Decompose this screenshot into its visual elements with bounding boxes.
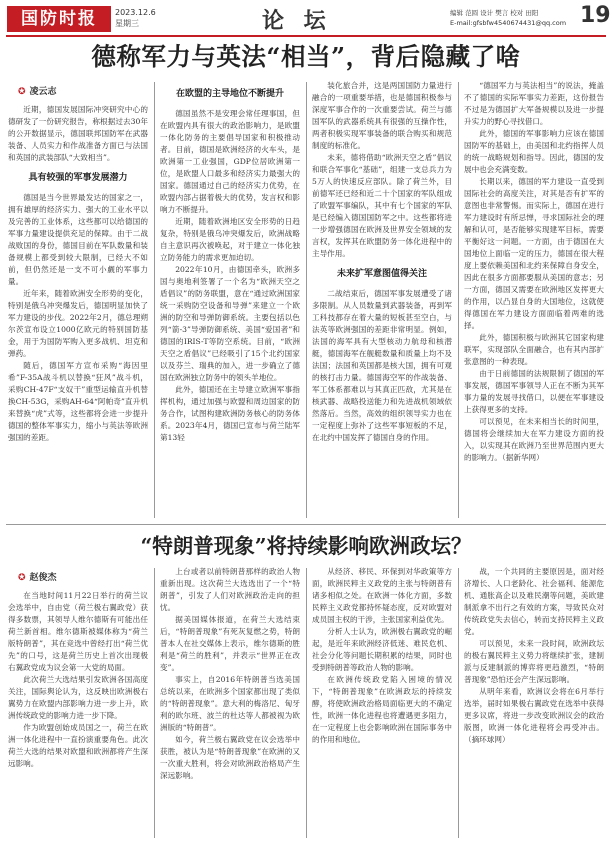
paragraph: “德国军力与英法相当”的说法，掩盖不了德国的实际军事实力差距，这份报告不过是为德国扩大军备规模以及进一步提升实力的野心寻找借口。 (464, 81, 604, 126)
paragraph: 战，一个共同的主要原因是，面对经济增长、人口老龄化、社会福利、能源危机、通胀高企以及难民潮等问题，美欧建制派拿不出行之有效的方案，导致民众对传统政党失去信心，转而支持民粹主义政党。 (464, 567, 604, 636)
paragraph: 装化旅合并，这是两国国防力量进行融合的一项重要举措，也是德国积极参与深度军事合作的一次重要尝试。荷兰与德国军队的武器系统具有很强的互操作性，两者积极实现军事装备的联合购买和规范制度的标准化。 (312, 81, 452, 150)
paragraph: 在欧洲传统政党陷入困境的情况下，“特朗普现象”在欧洲政坛的持续发酵，将使欧洲政治格局面临更大的不确定性，欧洲一体化进程也将遭遇更多阻力，在一定程度上也会影响欧洲在国际事务中的作用和地位。 (312, 675, 452, 744)
column-divider (306, 82, 307, 518)
paragraph: 如今，荷兰极右翼政党在议会选举中获胜，被认为是“特朗普现象”在欧洲的又一次重大胜利，将会对欧洲政治格局产生深远影响。 (160, 735, 300, 780)
paragraph: 此次荷兰大选结果引发欧洲各国高度关注，国际舆论认为，这反映出欧洲极右翼势力在欧盟内部影响力进一步上升，欧洲传统政党的影响力进一步下降。 (8, 675, 148, 720)
page-header (0, 0, 612, 36)
section-title: 论 坛 (262, 8, 332, 34)
editor-info (450, 8, 566, 28)
masthead-logo: 国防时报 (7, 6, 111, 32)
article1-title: 德称军力与英法“相当”，背后隐藏了啥 (91, 42, 521, 71)
paragraph: 分析人士认为，欧洲极右翼政党的崛起，是近年来欧洲经济低迷、难民危机、社会分化等问题长期积累的结果，同时也受到特朗普等政治人物的影响。 (312, 627, 452, 672)
article2-column-1 (8, 566, 148, 840)
article2-title: “特朗普现象”将持续影响欧洲政坛？ (140, 534, 472, 558)
article1-byline (18, 86, 148, 98)
subheading: 具有较强的军事发展潜力 (28, 173, 128, 183)
date-text: 2023.12.6 (115, 8, 156, 17)
paragraph: 从经济、移民、环保到对华政策等方面，欧洲民粹主义政党的主张与特朗普有诸多相似之处。在欧洲一体化方面，多数民粹主义政党都持怀疑态度，反对欧盟对成员国主权的干涉，主张国家利益优先。 (312, 567, 452, 624)
paragraph: 此外，德国积极与欧洲其它国家构建联军，实现部队全面融合，也有其内部扩张意图的一种表现。 (464, 333, 604, 366)
paragraph: 德国是当今世界最发达的国家之一，拥有雄厚的经济实力、强大的工业水平以及完善的工业体系，这些都可以给德国的军事力量建设提供充足的保障。由于二战战败国的身份，德国目前在军队数量和装备规模上都受到较大限制，已经大不如前，但仍然还是一支不可小觑的军事力量。 (8, 193, 148, 286)
email-line: E-mail:gfsbfw4540674431@qq.com (450, 19, 567, 27)
author-name: 凌云志 (29, 87, 57, 97)
column-divider (306, 568, 307, 838)
paragraph: 事实上，自2016年特朗普当选美国总统以来，在欧洲多个国家都出现了类似的“特朗普现象”。意大利的梅洛尼、匈牙利的欧尔班、波兰的杜达等人都被视为欧洲版的“特朗普”。 (160, 675, 300, 732)
paragraph: 从明年来看，欧洲议会将在6月举行选举，届时如果极右翼政党在选举中获得更多议席，将进一步改变欧洲议会的政治版图，欧洲一体化进程将会再受冲击。（摘环球网） (464, 687, 604, 744)
article1-column-4 (464, 80, 604, 520)
article1-column-1 (8, 80, 148, 520)
issue-date (115, 7, 156, 29)
column-divider (154, 568, 155, 838)
paragraph: 近期，德国发展国际冲突研究中心的德研发了一份研究报告，称根据过去30年的公开数据显示，德国联邦国防军在武器装备、人员实力和作战准备方面已与法国和英国的武装部队“大致相当”。 (8, 105, 148, 162)
paragraph: 德国虽然不是安理会常任理事国，但在欧盟内具有很大的政治影响力，是欧盟一体化防务的主要倡导国家和积极推动者。目前，德国是欧洲经济的火车头，是欧洲第一工业强国，GDP位居欧洲第一位，是欧盟人口最多和经济实力最强大的国家。德国通过自己的经济实力优势，在欧盟内部占据着极大的优势，发言权和影响力不断提升。 (160, 109, 300, 214)
subheading: 在欧盟的主导地位不断提升 (175, 89, 284, 99)
article2-column-4 (464, 566, 604, 840)
paragraph: 上台或者以前特朗普那样的政治人物重新出现。这次荷兰大选选出了一个“特朗普”，引发了人们对欧洲政治走向的担忧。 (160, 567, 300, 612)
page-number: 19 (580, 3, 611, 28)
article1-column-2 (160, 80, 300, 520)
paragraph: 长期以来，德国的军力建设一直受到国际社会的高度关注，对其是否有扩军的意图也非常警惕。而实际上，德国在进行军力建设时有所忌惮，寻求国际社会的理解和认可，是否能够实现建军目标，需要平衡好这一问题。一方面，由于德国在大国地位上面临一定的压力，德国在很大程度上要依赖美国和北约来保障自身安全，因此在很多方面都要服从美国的意志；另一方面，德国又需要在欧洲地区发挥更大的作用，以凸显自身的大国地位，这就使得德国在军力建设方面面临着两难的选择。 (464, 177, 604, 330)
paragraph: 作为欧盟创始成员国之一，荷兰在欧洲一体化进程中一直扮演重要角色。此次荷兰大选的结果对欧盟和欧洲都将产生深远影响。 (8, 723, 148, 768)
header-rule (6, 35, 606, 37)
article2-column-2 (160, 566, 300, 840)
article-separator (6, 524, 606, 525)
paragraph: 在当地时间11月22日举行的荷兰议会选举中，自由党（荷兰极右翼政党）获得多数票，其领导人维尔德斯有可能出任荷兰新首相。维尔德斯被媒体称为“荷兰版特朗普”，其在竞选中曾经打出“荷兰优先”的口号，这是荷兰历史上首次出现极右翼政党成为议会第一大党的局面。 (8, 591, 148, 672)
paragraph: 近年来，随着欧洲安全形势的变化，特别是俄乌冲突爆发后，德国明显加快了军力建设的步伐。2022年2月，德总理朔尔茨宣布设立1000亿欧元的特别国防基金，用于为国防军购入更多战机、坦克和弹药。 (8, 289, 148, 358)
column-divider (458, 82, 459, 518)
article2-column-3 (312, 566, 452, 840)
paragraph: 随后，德国军方宣布采购“海因里希”F-35A战斗机以替换“狂风”战斗机，采购CH-47F“支奴干”重型运输直升机替换CH-53G，采购AH-64“阿帕奇”直升机来替换“虎”式等，这些都将会进一步提升德国的整体军事实力，缩小与英法等欧洲强国的差距。 (8, 361, 148, 442)
paragraph: 2022年10月，由德国牵头，欧洲多国与奥地利签署了一个名为“欧洲天空之盾倡议”的防务联盟，意在“通过欧洲国家统一采购防空设备和导弹”来建立一个欧洲的防空和导弹防御系统。主要包括以色列“箭-3”导弹防御系统、美国“爱国者”和德国的IRIS-T等防空系统。目前，“欧洲天空之盾倡议”已经吸引了15个北约国家以及芬兰、瑞典的加入，进一步确立了德国在欧洲独立防务中的领头羊地位。 (160, 265, 300, 382)
star-icon: ✪ (18, 87, 26, 97)
author-name: 赵俊杰 (29, 573, 57, 583)
paragraph: 未来，德将借助“欧洲天空之盾”倡议和联合军事化“基础”，组建一支总兵力为5万人的快速反应部队。除了荷兰外，目前德军还已经和近二十个国家的军队组成了欧盟军事编队，其中有七个国家的军队是已经编入德国国防军之中。这些都将进一步增强德国在欧洲及世界安全领域的发言权，发挥其在欧盟防务一体化进程中的主导作用。 (312, 153, 452, 258)
paragraph: 由于日前德国的法规限制了德国的军事发展，德国军事领导人正在不断为其军事力量的发展寻找借口，以便在军事建设上获得更多的支持。 (464, 369, 604, 414)
paragraph: 近期，随着欧洲地区安全形势的日趋复杂，特别是俄乌冲突爆发后，欧洲战略自主意识再次被唤起，对于建立一体化独立防务能力的需求更加迫切。 (160, 217, 300, 262)
paragraph: 可以预见，在未来相当长的时间里，德国将会继续加大在军力建设方面的投入，以实现其在欧洲乃至世界范围内更大的影响力。（据新华网） (464, 417, 604, 462)
column-divider (154, 82, 155, 518)
editor-line: 编辑 范圆 设计 樊言 校对 田阳 (450, 9, 539, 17)
paragraph: 此外，德国还在主导建立欧洲军事指挥机构，通过加强与欧盟和周边国家的防务合作，试图构建欧洲防务核心的防务体系。2023年4月，德国已宣布与荷兰陆军第13轻 (160, 385, 300, 442)
article2-byline (18, 572, 148, 584)
subheading: 未来扩军意图值得关注 (336, 269, 427, 279)
star-icon: ✪ (18, 573, 26, 583)
paragraph: 二战结束后，德国军事发展遭受了诸多限制。从人员数量到武器装备，再到军工科技都存在着大量的短板甚至空白，与法英等欧洲强国的差距非常明显。例如，法国的海军具有大型核动力航母和核潜艇，德国海军在舰艇数量和质量上均不及法国；法国和英国都是核大国，拥有可观的核打击力量。德国海空军的作战装备、军工体系都难以与其真正匹敌，尤其是在核武器、战略投送能力和先进战机领域依然落后。当然，高效的组织领导实力也在一定程度上弥补了这些军事短板的不足，在北约中国发挥了德国自身的作用。 (312, 289, 452, 442)
article1-column-3 (312, 80, 452, 520)
paragraph: 可以预见，未来一段时间，欧洲政坛的极右翼民粹主义势力将继续扩张，建制派与反建制派的博弈将更趋激烈，“特朗普现象”恐怕还会产生深远影响。 (464, 639, 604, 684)
column-divider (458, 568, 459, 838)
weekday-text: 星期三 (115, 19, 139, 28)
paragraph: 此外，德国的军事影响力应该在德国国防军的基础上，由美国和北约指挥人员的统一战略规划和指导。因此，德国的发展中也会充满变数。 (464, 129, 604, 174)
paragraph: 据美国媒体报道，在荷兰大选结束后，“特朗普现象”有死灰复燃之势，特朗普本人在社交媒体上表示，维尔德斯的胜利是“荷兰的胜利”，并表示“世界正在改变”。 (160, 615, 300, 672)
